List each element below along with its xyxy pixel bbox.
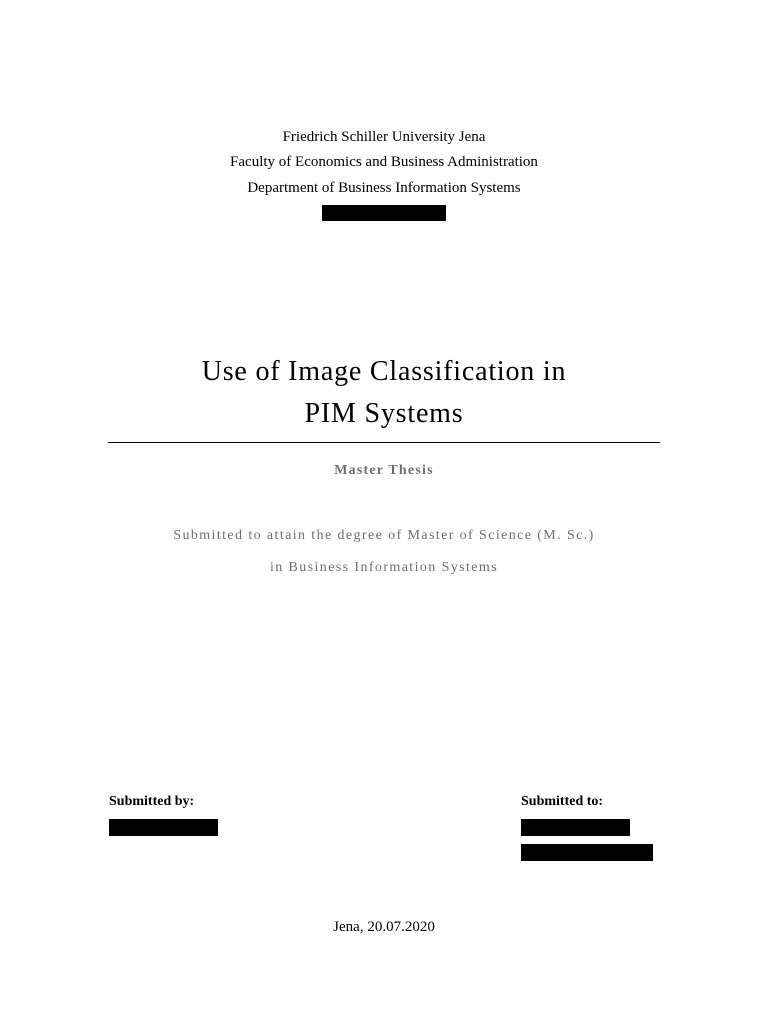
faculty-name: Faculty of Economics and Business Administration: [230, 154, 538, 170]
title-divider: [108, 442, 660, 443]
redacted-author-name: [109, 819, 218, 836]
redacted-supervisor-2: [521, 844, 653, 861]
place-and-date: Jena, 20.07.2020: [333, 919, 435, 935]
redacted-supervisor-1: [521, 819, 630, 836]
redacted-chair-name: [322, 205, 446, 221]
university-name: Friedrich Schiller University Jena: [282, 129, 486, 145]
thesis-title-line-1: Use of Image Classification in: [201, 356, 567, 387]
thesis-title-line-2: PIM Systems: [304, 398, 464, 429]
degree-program: in Business Information Systems: [269, 560, 499, 575]
submitted-by-label: Submitted by:: [109, 794, 195, 809]
department-name: Department of Business Information Systems: [247, 180, 521, 196]
submitted-to-label: Submitted to:: [521, 794, 604, 809]
degree-statement: Submitted to attain the degree of Master of Science (M. Sc.): [173, 528, 595, 543]
thesis-type: Master Thesis: [334, 463, 434, 478]
